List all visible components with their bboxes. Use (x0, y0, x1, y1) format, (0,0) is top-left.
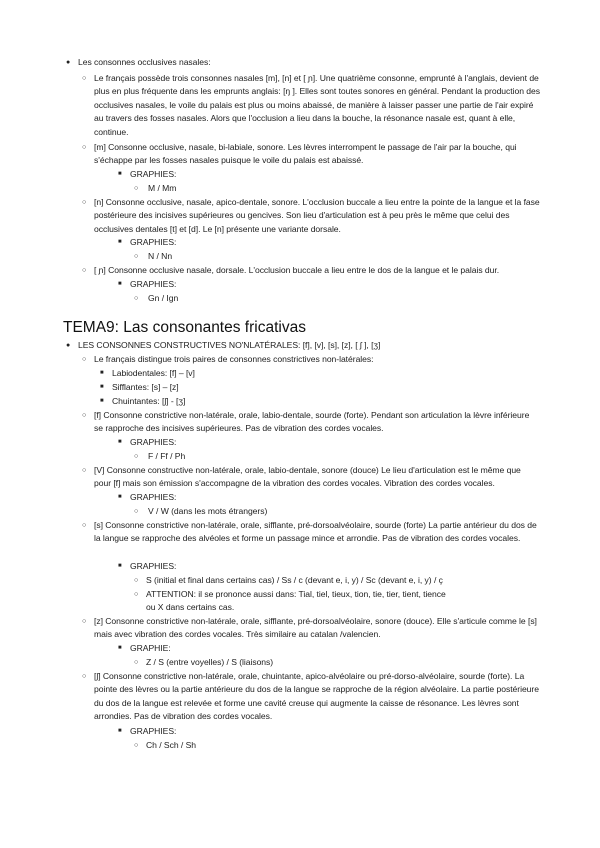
fricatives-intro: Le français distingue trois paires de consonnes constrictives non-latérales: (94, 354, 374, 364)
m-graphies: M / Mm (148, 183, 177, 193)
bullet-circle: ○ (82, 467, 87, 474)
n-graphies-label: GRAPHIES: (130, 237, 177, 247)
bullet-circle: ○ (82, 522, 87, 529)
bullet-circle: ○ (134, 453, 139, 460)
bullet-dot: ● (66, 59, 71, 66)
bullet-square: ■ (118, 563, 122, 569)
bullet-square: ■ (118, 439, 122, 445)
bullet-square: ■ (118, 239, 122, 245)
bullet-circle: ○ (82, 356, 87, 363)
bullet-circle: ○ (134, 185, 139, 192)
section-title-fricatives: LES CONSONNES CONSTRUCTIVES NO'NLATÉRALES: [f], [v], [s], [z], [ ʃ ], [ʒ] (78, 340, 381, 350)
bullet-circle: ○ (134, 591, 139, 598)
z-description: [z] Consonne constrictive non-latérale, orale, sifflante, pré-dorsoalvéolaire, sonore (douce). Elle s'articule comme le [s] mais avec vibration des cordes vocales. Très similaire au catalan /valencien. (94, 616, 537, 640)
z-graphie: Z / S (entre voyelles) / S (liaisons) (146, 657, 274, 667)
n-graphies: N / Nn (148, 251, 173, 261)
gn-graphies-label: GRAPHIES: (130, 279, 177, 289)
bullet-square: ■ (118, 281, 122, 287)
s-graphies-label: GRAPHIES: (130, 561, 177, 571)
bullet-square: ■ (118, 645, 122, 651)
s-attention-note: ATTENTION: il se prononce aussi dans: Tial, tiel, tieux, tion, tie, tier, tient, tience ou X dans certains cas. (146, 589, 446, 613)
bullet-circle: ○ (134, 659, 139, 666)
v-graphies-label: GRAPHIES: (130, 492, 177, 502)
bullet-circle: ○ (82, 267, 87, 274)
v-description: [V] Consonne constructive non-latérale, orale, labio-dentale, sonore (douce) Le lieu d'articulation est le même que pour [f] mais son émission s'accompagne de la vibration des cordes vocales. Vibration des cordes vocales. (94, 465, 521, 489)
f-graphies: F / Ff / Ph (148, 451, 186, 461)
v-graphies: V / W (dans les mots étrangers) (148, 506, 268, 516)
m-graphies-label: GRAPHIES: (130, 169, 177, 179)
s-graphies: S (initial et final dans certains cas) / Ss / c (devant e, i, y) / Sc (devant e, i, y) / ç (146, 575, 443, 585)
bullet-square: ■ (100, 398, 104, 404)
bullet-square: ■ (100, 370, 104, 376)
bullet-circle: ○ (82, 618, 87, 625)
gn-description: [ ɲ] Consonne occlusive nasale, dorsale. L'occlusion buccale a lieu entre le dos de la langue et le palais dur. (94, 265, 500, 275)
sh-graphies-label: GRAPHIES: (130, 726, 177, 736)
bullet-circle: ○ (82, 412, 87, 419)
bullet-square: ■ (118, 494, 122, 500)
f-description: [f] Consonne constrictive non-latérale, orale, labio-dentale, sourde (forte). Pendant son articulation la lèvre inférieure se rapproche des incisives supérieures. Pas de vibration des cordes vocales. (94, 410, 530, 434)
tema9-heading: TEMA9: Las consonantes fricativas (63, 319, 306, 336)
bullet-circle: ○ (82, 673, 87, 680)
bullet-circle: ○ (134, 508, 139, 515)
gn-graphies: Gn / Ign (148, 293, 179, 303)
bullet-circle: ○ (82, 144, 87, 151)
bullet-circle: ○ (134, 253, 139, 260)
pair-chuintantes: Chuintantes: [ʃ] - [ʒ] (112, 396, 186, 406)
bullet-dot: ● (66, 342, 71, 349)
bullet-circle: ○ (134, 577, 139, 584)
f-graphies-label: GRAPHIES: (130, 437, 177, 447)
pair-sifflantes: Sifflantes: [s] – [z] (112, 382, 179, 392)
pair-labiodentales: Labiodentales: [f] – [v] (112, 368, 195, 378)
bullet-circle: ○ (82, 199, 87, 206)
bullet-square: ■ (118, 728, 122, 734)
s-description: [s] Consonne constrictive non-latérale, orale, sifflante, pré-dorsoalvéolaire, sourde (forte) La partie antérieur du dos de la langue se rapproche des alvéoles et forme un passage mince et arrondie. Pas de vibration des cordes vocales. (94, 520, 537, 544)
bullet-circle: ○ (134, 295, 139, 302)
bullet-square: ■ (118, 171, 122, 177)
nasales-intro-paragraph: Le français possède trois consonnes nasales [m], [n] et [ ɲ]. Une quatrième consonne, emprunté à l'anglais, devient de plus en plus fréquente dans les emprunts anglais: [ŋ ]. Elles sont toutes sonores en général. Pendant la production des occlusives nasales, le voile du palais est plus ou moins abaissé, de manière à laisser passer une partie de l'air expiré au travers des fosses nasales. Alors que l'occlusion a lieu dans la bouche, la résonance nasale est, quant à elle, continue. (94, 73, 540, 137)
bullet-square: ■ (100, 384, 104, 390)
sh-description: [ʃ] Consonne constrictive non-latérale, orale, chuintante, apico-alvéolaire ou pré-dorso-alvéolaire, sourde (forte). La pointe des lèvres ou la partie antérieure du dos de la langue se rapproche de la région alvéolaire. La partie postérieure du dos de la langue est relevée et forme une cavité creuse qui augmente la caisse de résonance. Les lèvres sont arrondies. Pas de vibration des cordes vocales. (94, 671, 539, 722)
m-description: [m] Consonne occlusive, nasale, bi-labiale, sonore. Les lèvres interrompent le passage de l'air par la bouche, qui s'échappe par les fosses nasales puisque le voile du palais est abaissé. (94, 142, 517, 166)
sh-graphies: Ch / Sch / Sh (146, 740, 196, 750)
n-description: [n] Consonne occlusive, nasale, apico-dentale, sonore. L'occlusion buccale a lieu entre la pointe de la langue et la fase postérieure des incisives supérieures ou gencives. Son lieu d'articulation est à peu près le même que celui des occlusives dentales [t] et [d]. Le [n] présente une variante dorsale. (94, 197, 540, 234)
bullet-circle: ○ (134, 742, 139, 749)
z-graphie-label: GRAPHIE: (130, 643, 171, 653)
section-title-nasales: Les consonnes occlusives nasales: (78, 57, 211, 67)
bullet-circle: ○ (82, 75, 87, 82)
